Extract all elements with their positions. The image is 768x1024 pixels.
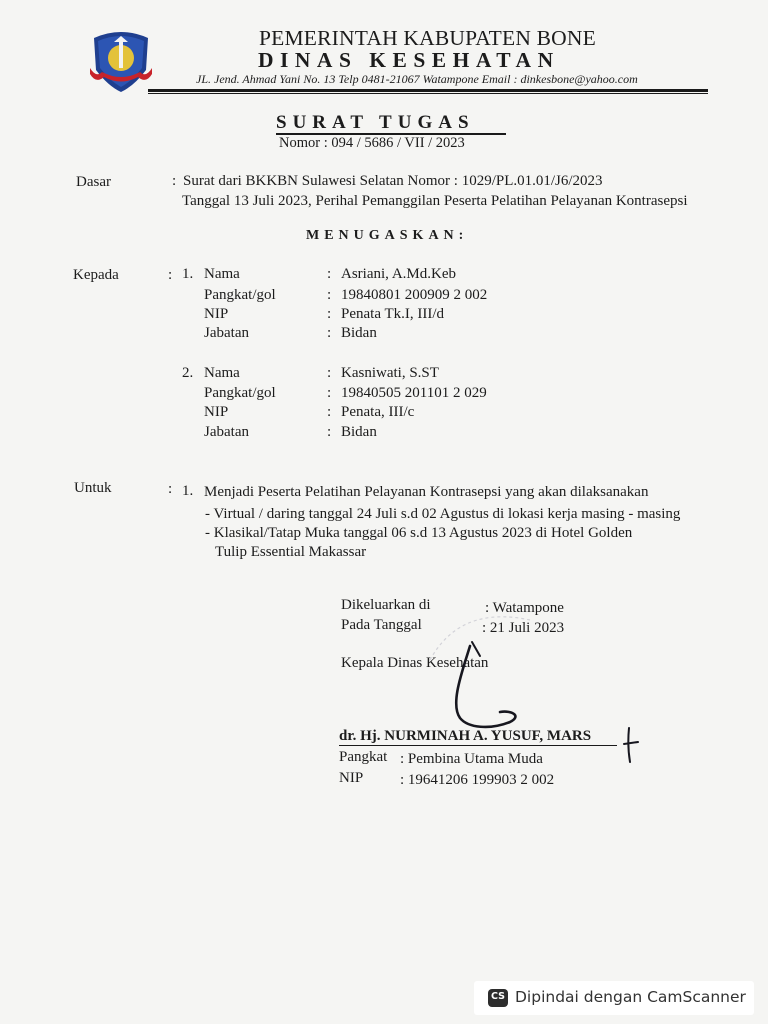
recipient-nip: Penata, III/c — [341, 404, 415, 420]
purpose-colon: : — [168, 481, 173, 497]
field-colon: : — [327, 424, 332, 440]
issued-date-label: Pada Tanggal — [341, 617, 422, 633]
field-label-nip: NIP — [204, 306, 229, 322]
purpose-line-2: - Virtual / daring tanggal 24 Juli s.d 02 Agustus di lokasi kerja masing - masing — [205, 506, 681, 522]
recipients-label: Kepada — [73, 267, 119, 283]
field-label-position: Jabatan — [204, 325, 249, 341]
purpose-label: Untuk — [74, 480, 112, 496]
field-colon: : — [327, 306, 332, 322]
field-label-nip: NIP — [204, 404, 229, 420]
field-colon: : — [327, 287, 332, 303]
basis-label: Dasar — [76, 174, 111, 190]
field-label-position: Jabatan — [204, 424, 249, 440]
camscanner-logo-text: CS — [491, 991, 505, 1002]
recipient-name: Kasniwati, S.ST — [341, 365, 439, 381]
field-label-name: Nama — [204, 365, 240, 381]
recipient-position: Bidan — [341, 424, 377, 440]
recipient-number: 1. — [182, 266, 194, 282]
purpose-line-4: Tulip Essential Makassar — [215, 544, 367, 560]
signatory-nip-value: : 19641206 199903 2 002 — [400, 772, 555, 788]
signatory-position: Kepala Dinas Kesehatan — [341, 655, 489, 671]
recipient-rank: 19840801 200909 2 002 — [341, 287, 488, 303]
recipient-name: Asriani, A.Md.Keb — [341, 266, 456, 282]
basis-line-2: Tanggal 13 Juli 2023, Perihal Pemanggilan Peserta Pelatihan Pelayanan Kontrasepsi — [182, 193, 688, 209]
letterhead-address: JL. Jend. Ahmad Yani No. 13 Telp 0481-21067 Watampone Email : dinkesbone@yahoo.com — [196, 72, 638, 86]
purpose-line-3: - Klasikal/Tatap Muka tanggal 06 s.d 13 Agustus 2023 di Hotel Golden — [205, 525, 633, 541]
letterhead-rule-thick — [148, 89, 708, 92]
field-label-rank: Pangkat/gol — [204, 287, 276, 303]
purpose-line-1: Menjadi Peserta Pelatihan Pelayanan Kontrasepsi yang akan dilaksanakan — [204, 484, 649, 500]
recipient-nip: Penata Tk.I, III/d — [341, 306, 445, 322]
document-number: Nomor : 094 / 5686 / VII / 2023 — [279, 135, 465, 151]
recipient-number: 2. — [182, 365, 194, 381]
field-colon: : — [327, 266, 332, 282]
basis-line-1: Surat dari BKKBN Sulawesi Selatan Nomor : 1029/PL.01.01/J6/2023 — [183, 173, 603, 189]
signatory-nip-label: NIP — [339, 770, 364, 786]
field-label-rank: Pangkat/gol — [204, 385, 276, 401]
signatory-rank-value: : Pembina Utama Muda — [400, 751, 543, 767]
field-label-name: Nama — [204, 266, 240, 282]
purpose-number: 1. — [182, 483, 194, 499]
camscanner-watermark-text: Dipindai dengan CamScanner — [515, 988, 746, 1006]
field-colon: : — [327, 404, 332, 420]
field-colon: : — [327, 365, 332, 381]
department-name: DINAS KESEHATAN — [258, 48, 560, 72]
letterhead-rule-thin — [148, 93, 708, 94]
issued-place-label: Dikeluarkan di — [341, 597, 431, 613]
issued-date-value: : 21 Juli 2023 — [482, 620, 565, 636]
regency-emblem-icon — [88, 28, 154, 94]
handwritten-signature-icon — [428, 612, 548, 734]
field-colon: : — [327, 325, 332, 341]
recipients-colon: : — [168, 267, 173, 283]
signatory-rank-label: Pangkat — [339, 749, 388, 765]
recipient-position: Bidan — [341, 325, 377, 341]
document-title: SURAT TUGAS — [276, 112, 475, 133]
government-name: PEMERINTAH KABUPATEN BONE — [259, 26, 596, 50]
recipient-rank: 19840505 201101 2 029 — [341, 385, 487, 401]
field-colon: : — [327, 385, 332, 401]
issued-place-value: : Watampone — [485, 600, 564, 616]
signatory-name: dr. Hj. NURMINAH A. YUSUF, MARS — [339, 728, 592, 744]
assign-heading: MENUGASKAN: — [306, 228, 469, 243]
basis-colon: : — [172, 173, 177, 189]
initial-mark-icon — [620, 726, 642, 766]
signatory-name-underline — [339, 745, 617, 746]
